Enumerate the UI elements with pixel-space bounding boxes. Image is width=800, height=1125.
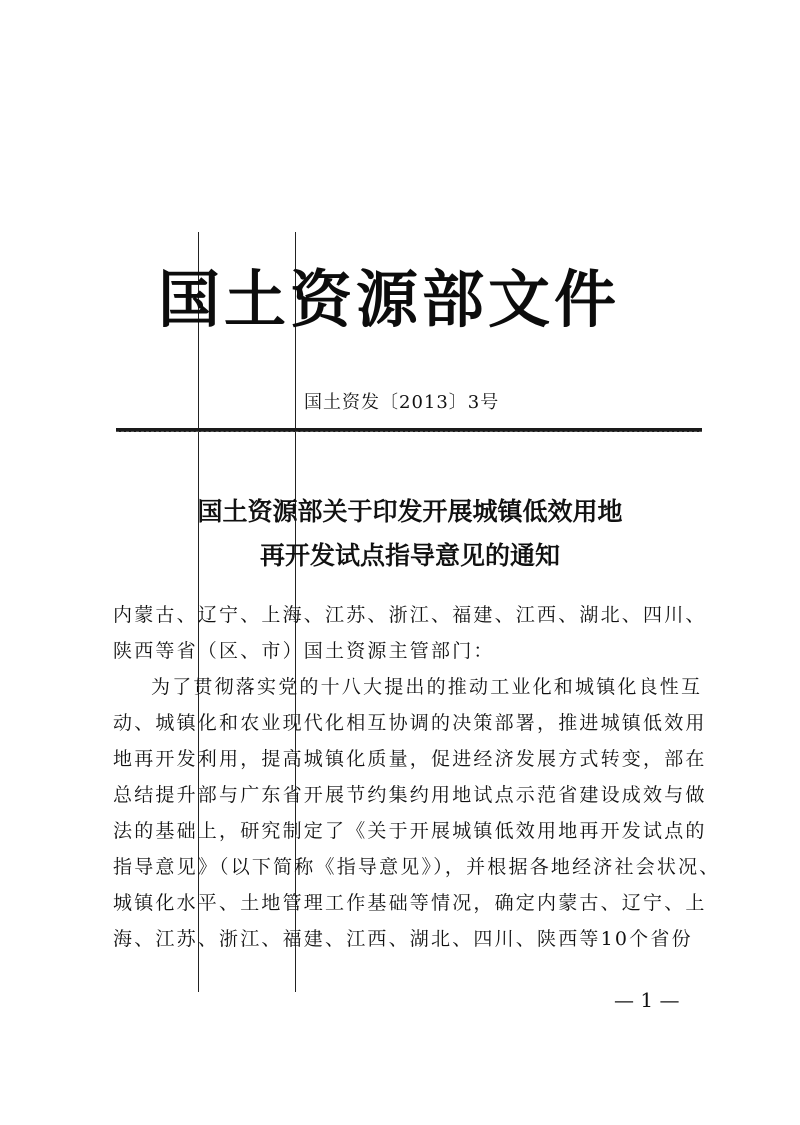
body-text bbox=[113, 597, 721, 957]
body-line: 地再开发利用，提高城镇化质量，促进经济发展方式转变，部在 bbox=[113, 748, 707, 770]
header-divider bbox=[116, 428, 702, 432]
body-line: 陕西等省（区、市）国土资源主管部门： bbox=[113, 640, 495, 662]
notice-title-line-2: 再开发试点指导意见的通知 bbox=[259, 541, 560, 570]
notice-title bbox=[120, 490, 700, 578]
page-number: — 1 — bbox=[614, 988, 680, 1012]
body-line: 总结提升部与广东省开展节约集约用地试点示范省建设成效与做 bbox=[113, 784, 707, 806]
body-line: 城镇化水平、土地管理工作基础等情况，确定内蒙古、辽宁、上 bbox=[113, 892, 707, 914]
notice-title-line-1: 国土资源部关于印发开展城镇低效用地 bbox=[197, 497, 623, 526]
body-line: 海、江苏、浙江、福建、江西、湖北、四川、陕西等10个省份 bbox=[113, 928, 693, 950]
body-line: 动、城镇化和农业现代化相互协调的决策部署，推进城镇低效用 bbox=[113, 712, 707, 734]
body-line: 指导意见》（以下简称《指导意见》），并根据各地经济社会状况、 bbox=[113, 856, 721, 878]
body-line: 为了贯彻落实党的十八大提出的推动工业化和城镇化良性互 bbox=[151, 676, 703, 698]
document-header-title: 国土资源部文件 bbox=[158, 263, 621, 336]
body-line: 内蒙古、辽宁、上海、江苏、浙江、福建、江西、湖北、四川、 bbox=[113, 604, 707, 626]
document-number: 国土资发〔2013〕3号 bbox=[304, 392, 500, 413]
body-line: 法的基础上，研究制定了《关于开展城镇低效用地再开发试点的 bbox=[113, 820, 707, 842]
